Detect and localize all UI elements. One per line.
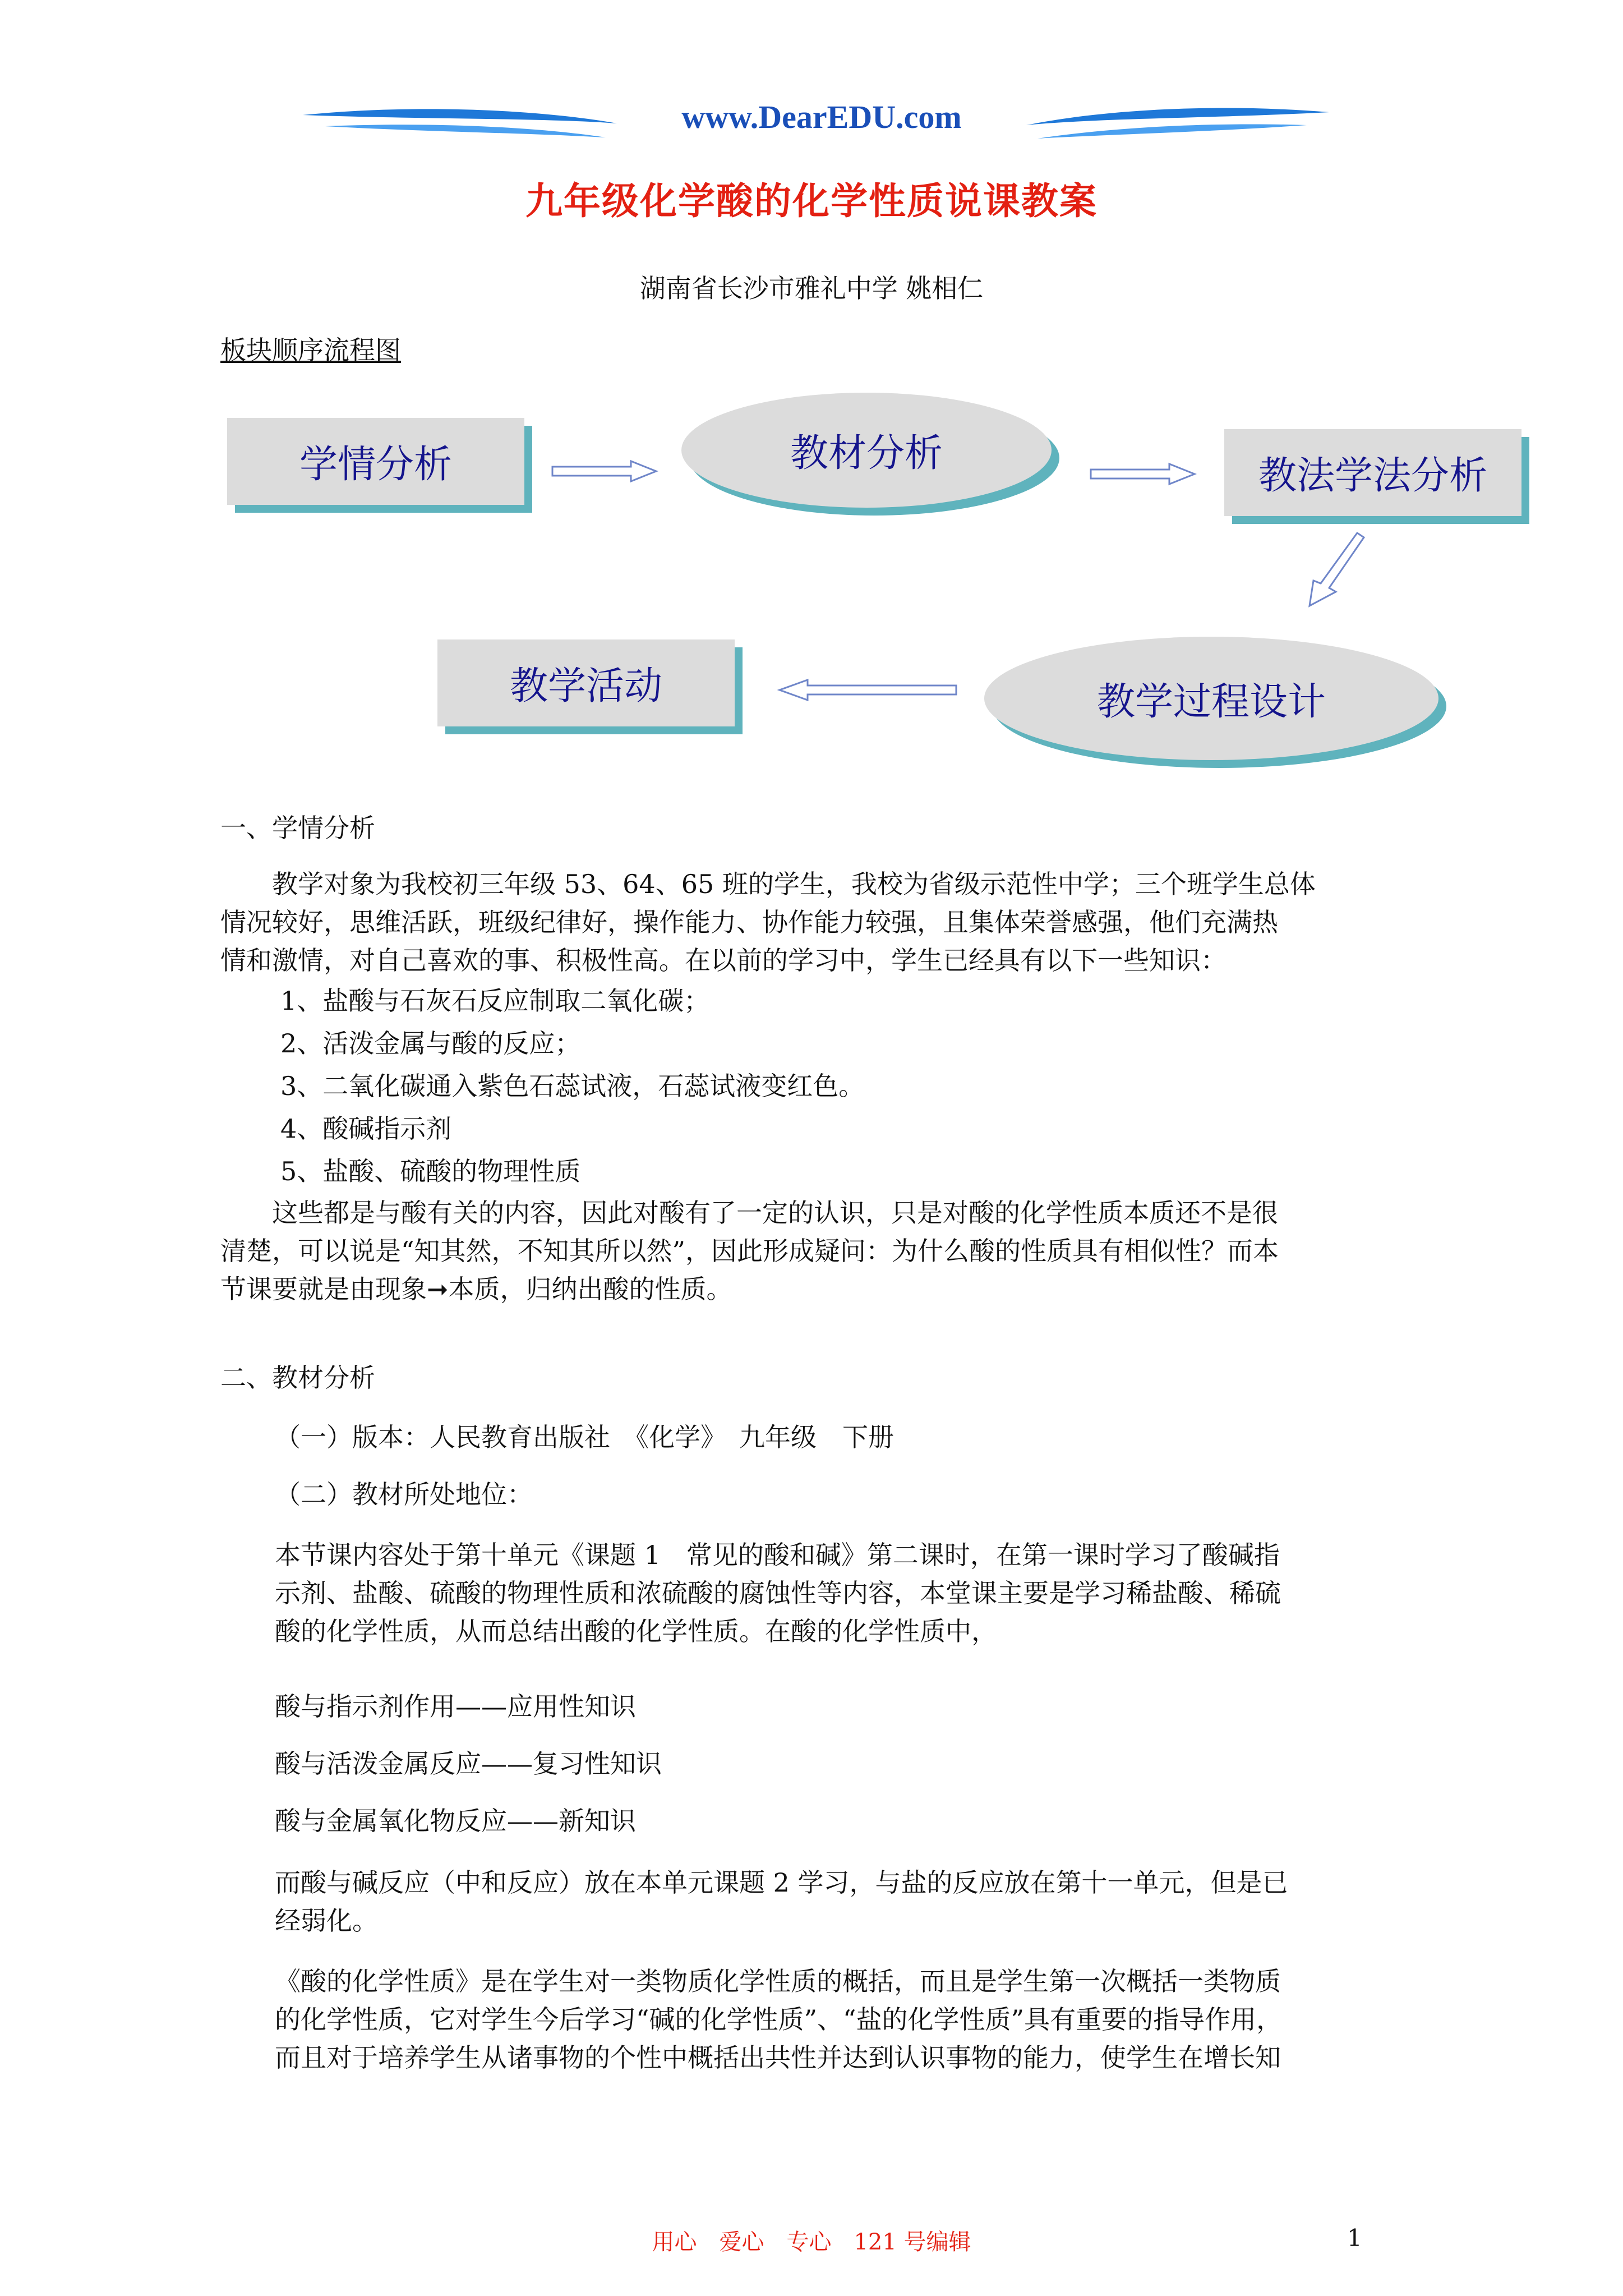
section1-conclusion xyxy=(220,1194,1279,1308)
text-line: 示剂、盐酸、硫酸的物理性质和浓硫酸的腐蚀性等内容，本堂课主要是学习稀盐酸、稀硫 xyxy=(275,1578,1281,1608)
text-line: 节课要就是由现象➞本质，归纳出酸的性质。 xyxy=(220,1274,732,1304)
list-item: 5、盐酸、硫酸的物理性质 xyxy=(280,1156,581,1186)
arrow-right-icon xyxy=(1091,464,1195,484)
flow-node-material-analysis: 教材分析 xyxy=(681,393,1052,508)
flow-node-method-analysis: 教法学法分析 xyxy=(1224,429,1521,516)
author-line: 湖南省长沙市雅礼中学 姚相仁 xyxy=(639,273,984,303)
text-line: 本节课内容处于第十单元《课题 1 常见的酸和碱》第二课时，在第一课时学习了酸碱指 xyxy=(275,1540,1280,1570)
knowledge-kind-1: 酸与指示剂作用——应用性知识 xyxy=(275,1691,636,1722)
list-item: 2、活泼金属与酸的反应； xyxy=(280,1028,581,1059)
site-url[interactable]: www.DearEDU.com xyxy=(681,99,962,135)
text-line: 而酸与碱反应（中和反应）放在本单元课题 2 学习，与盐的反应放在第十一单元，但是已 xyxy=(275,1867,1288,1898)
page-footer: 用心 爱心 专心 121 号编辑 xyxy=(652,2229,971,2255)
site-banner xyxy=(303,93,1329,154)
text-line: 而且对于培养学生从诸事物的个性中概括出共性并达到认识事物的能力，使学生在增长知 xyxy=(275,2042,1281,2073)
flow-node-teaching-activity: 教学活动 xyxy=(437,639,735,726)
knowledge-kind-2: 酸与活泼金属反应——复习性知识 xyxy=(275,1749,662,1779)
page-number: 1 xyxy=(1347,2224,1362,2252)
text-line: 情况较好，思维活跃，班级纪律好，操作能力、协作能力较强，且集体荣誉感强，他们充满热 xyxy=(220,907,1278,937)
neutralization-note xyxy=(275,1864,1288,1940)
text-line: 经弱化。 xyxy=(275,1906,378,1936)
section1-intro xyxy=(220,865,1316,979)
textbook-position-text xyxy=(275,1536,1281,1650)
list-item: 4、酸碱指示剂 xyxy=(280,1114,452,1144)
text-line: 《酸的化学性质》是在学生对一类物质化学性质的概括，而且是学生第一次概括一类物质 xyxy=(275,1966,1281,1996)
section-heading-1: 一、学情分析 xyxy=(220,813,375,843)
flow-node-process-design: 教学过程设计 xyxy=(984,637,1438,760)
list-item: 3、二氧化碳通入紫色石蕊试液，石蕊试液变红色。 xyxy=(280,1071,865,1101)
flowchart-heading: 板块顺序流程图 xyxy=(220,335,401,365)
document-title: 九年级化学酸的化学性质说课教案 xyxy=(525,179,1098,223)
arrow-right-icon xyxy=(552,461,656,481)
section1-knowledge-list xyxy=(280,982,864,1190)
textbook-edition: （一）版本：人民教育出版社 《化学》 九年级 下册 xyxy=(275,1422,894,1452)
list-item: 1、盐酸与石灰石反应制取二氧化碳； xyxy=(280,986,710,1016)
flow-node-student-analysis: 学情分析 xyxy=(227,418,524,505)
knowledge-kind-3: 酸与金属氧化物反应——新知识 xyxy=(275,1806,636,1836)
text-line: 的化学性质，它对学生今后学习“碱的化学性质”、“盐的化学性质”具有重要的指导作用， xyxy=(275,2004,1283,2035)
arrow-down-left-icon xyxy=(1310,533,1364,606)
importance-paragraph xyxy=(275,1962,1282,2077)
section-heading-2: 二、教材分析 xyxy=(220,1363,375,1393)
textbook-position-label: （二）教材所处地位： xyxy=(275,1479,533,1510)
text-line: 这些都是与酸有关的内容，因此对酸有了一定的认识，只是对酸的化学性质本质还不是很 xyxy=(220,1198,1278,1228)
text-line: 情和激情，对自己喜欢的事、积极性高。在以前的学习中，学生已经具有以下一些知识： xyxy=(220,945,1227,976)
text-line: 酸的化学性质，从而总结出酸的化学性质。在酸的化学性质中， xyxy=(275,1616,997,1646)
text-line: 清楚，可以说是“知其然，不知其所以然”，因此形成疑问：为什么酸的性质具有相似性？而本 xyxy=(220,1236,1279,1266)
arrow-left-icon xyxy=(780,680,956,700)
text-line: 教学对象为我校初三年级 53、64、65 班的学生，我校为省级示范性中学；三个班学生总体 xyxy=(220,869,1316,899)
